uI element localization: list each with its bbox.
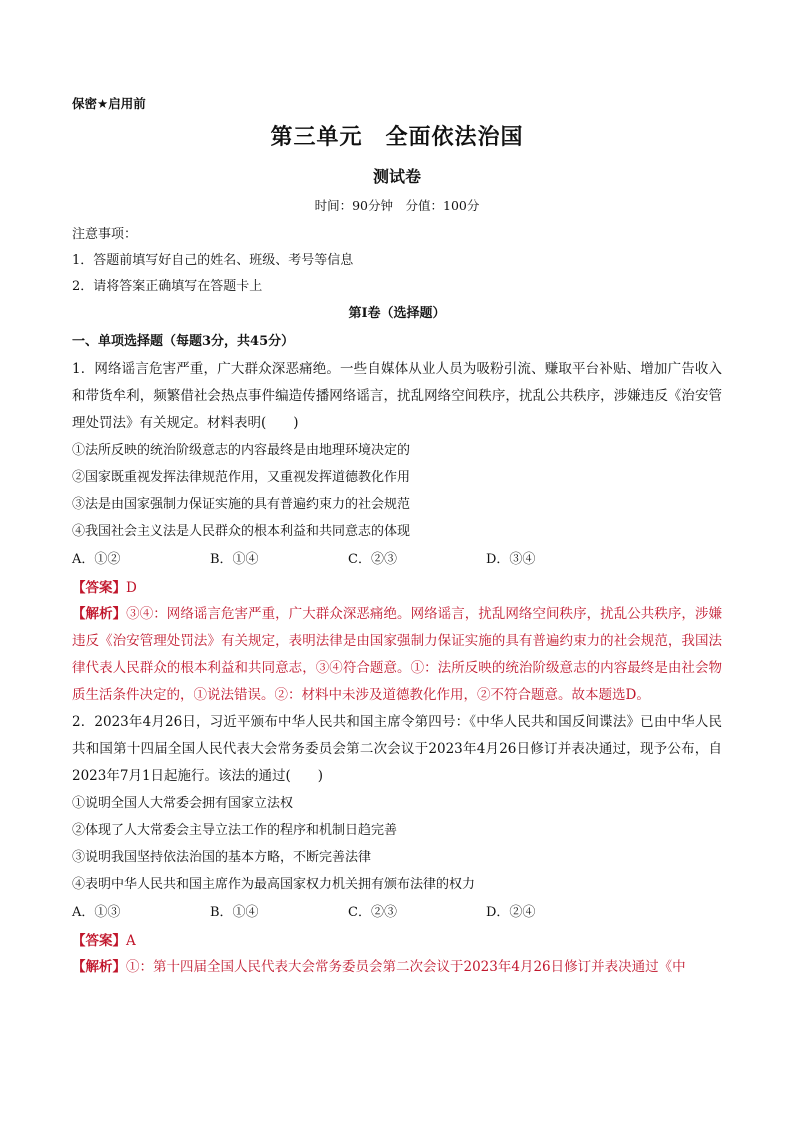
answer-value: D <box>126 580 137 596</box>
choice-c: C．②③ <box>348 552 397 567</box>
question-option: ④我国社会主义法是人民群众的根本利益和共同意志的体现 <box>72 524 411 539</box>
section-title: 第I卷（选择题） <box>348 306 446 321</box>
choice-a: A．①③ <box>72 905 121 920</box>
answer-tag: 【答案】 <box>72 933 126 949</box>
notes-heading: 注意事项： <box>72 227 138 242</box>
choice-c: C．②③ <box>348 905 397 920</box>
question-option: ③法是由国家强制力保证实施的具有普遍约束力的社会规范 <box>72 497 411 512</box>
choice-d: D．②④ <box>486 905 536 920</box>
question-stem: 1．网络谣言危害严重，广大群众深恶痛绝。一些自媒体从业人员为吸粉引流、赚取平台补贴、增加广告收入和带货牟利，频繁借社会热点事件编造传播网络谣言，扰乱网络空间秩序，扰乱公共秩序，涉嫌违反《治安管理处罚法》有关规定。材料表明( ) <box>72 361 722 431</box>
note-item: 2．请将答案正确填写在答题卡上 <box>72 279 263 294</box>
answer-value: A <box>126 933 136 949</box>
page-title: 第三单元 全面依法治国 <box>270 124 524 150</box>
confidential-label: 保密★启用前 <box>72 96 146 111</box>
choice-a: A．①② <box>72 552 121 567</box>
analysis-text: ③④：网络谣言危害严重，广大群众深恶痛绝。网络谣言，扰乱网络空间秩序，扰乱公共秩序，涉嫌违反《治安管理处罚法》有关规定，表明法律是由国家强制力保证实施的具有普遍约束力的社会规范，我国法律代表人民群众的根本利益和共同意志，③④符合题意。①：法所反映的统治阶级意志的内容最终是由社会物质生活条件决定的，①说法错误。②：材料中未涉及道德教化作用，②不符合题意。故本题选D。 <box>72 606 723 703</box>
page-subtitle: 测试卷 <box>372 167 421 186</box>
answer-line <box>72 928 722 954</box>
choice-b: B．①④ <box>210 905 259 920</box>
choice-b: B．①④ <box>210 552 259 567</box>
analysis-block <box>72 954 722 981</box>
exam-meta: 时间：90分钟 分值：100分 <box>314 198 480 213</box>
question-option: ①法所反映的统治阶级意志的内容最终是由地理环境决定的 <box>72 443 411 458</box>
part-title: 一、单项选择题（每题3分，共45分） <box>72 334 295 349</box>
question-option: ①说明全国人大常委会拥有国家立法权 <box>72 796 294 811</box>
analysis-tag: 【解析】 <box>72 959 126 975</box>
answer-line <box>72 575 722 601</box>
question-stem: 2．2023年4月26日，习近平颁布中华人民共和国主席令第四号：《中华人民共和国反间谍法》已由中华人民共和国第十四届全国人民代表大会常务委员会第二次会议于2023年4月26日修订并表决通过，现予公布，自2023年7月1日起施行。该法的通过( ) <box>72 714 722 784</box>
analysis-text: ①：第十四届全国人民代表大会常务委员会第二次会议于2023年4月26日修订并表决通过《中 <box>126 959 686 975</box>
answer-choices <box>72 545 722 575</box>
analysis-tag: 【解析】 <box>72 606 127 622</box>
question-option: ②国家既重视发挥法律规范作用，又重视发挥道德教化作用 <box>72 470 411 485</box>
answer-tag: 【答案】 <box>72 580 126 596</box>
note-item: 1．答题前填写好自己的姓名、班级、考号等信息 <box>72 253 354 268</box>
question-option: ④表明中华人民共和国主席作为最高国家权力机关拥有颁布法律的权力 <box>72 877 476 892</box>
question-option: ②体现了人大常委会主导立法工作的程序和机制日趋完善 <box>72 823 398 838</box>
question-2 <box>72 709 722 981</box>
answer-choices <box>72 898 722 928</box>
question-option: ③说明我国坚持依法治国的基本方略，不断完善法律 <box>72 850 372 865</box>
question-1 <box>72 356 722 709</box>
choice-d: D．③④ <box>486 552 536 567</box>
analysis-block <box>72 601 722 709</box>
